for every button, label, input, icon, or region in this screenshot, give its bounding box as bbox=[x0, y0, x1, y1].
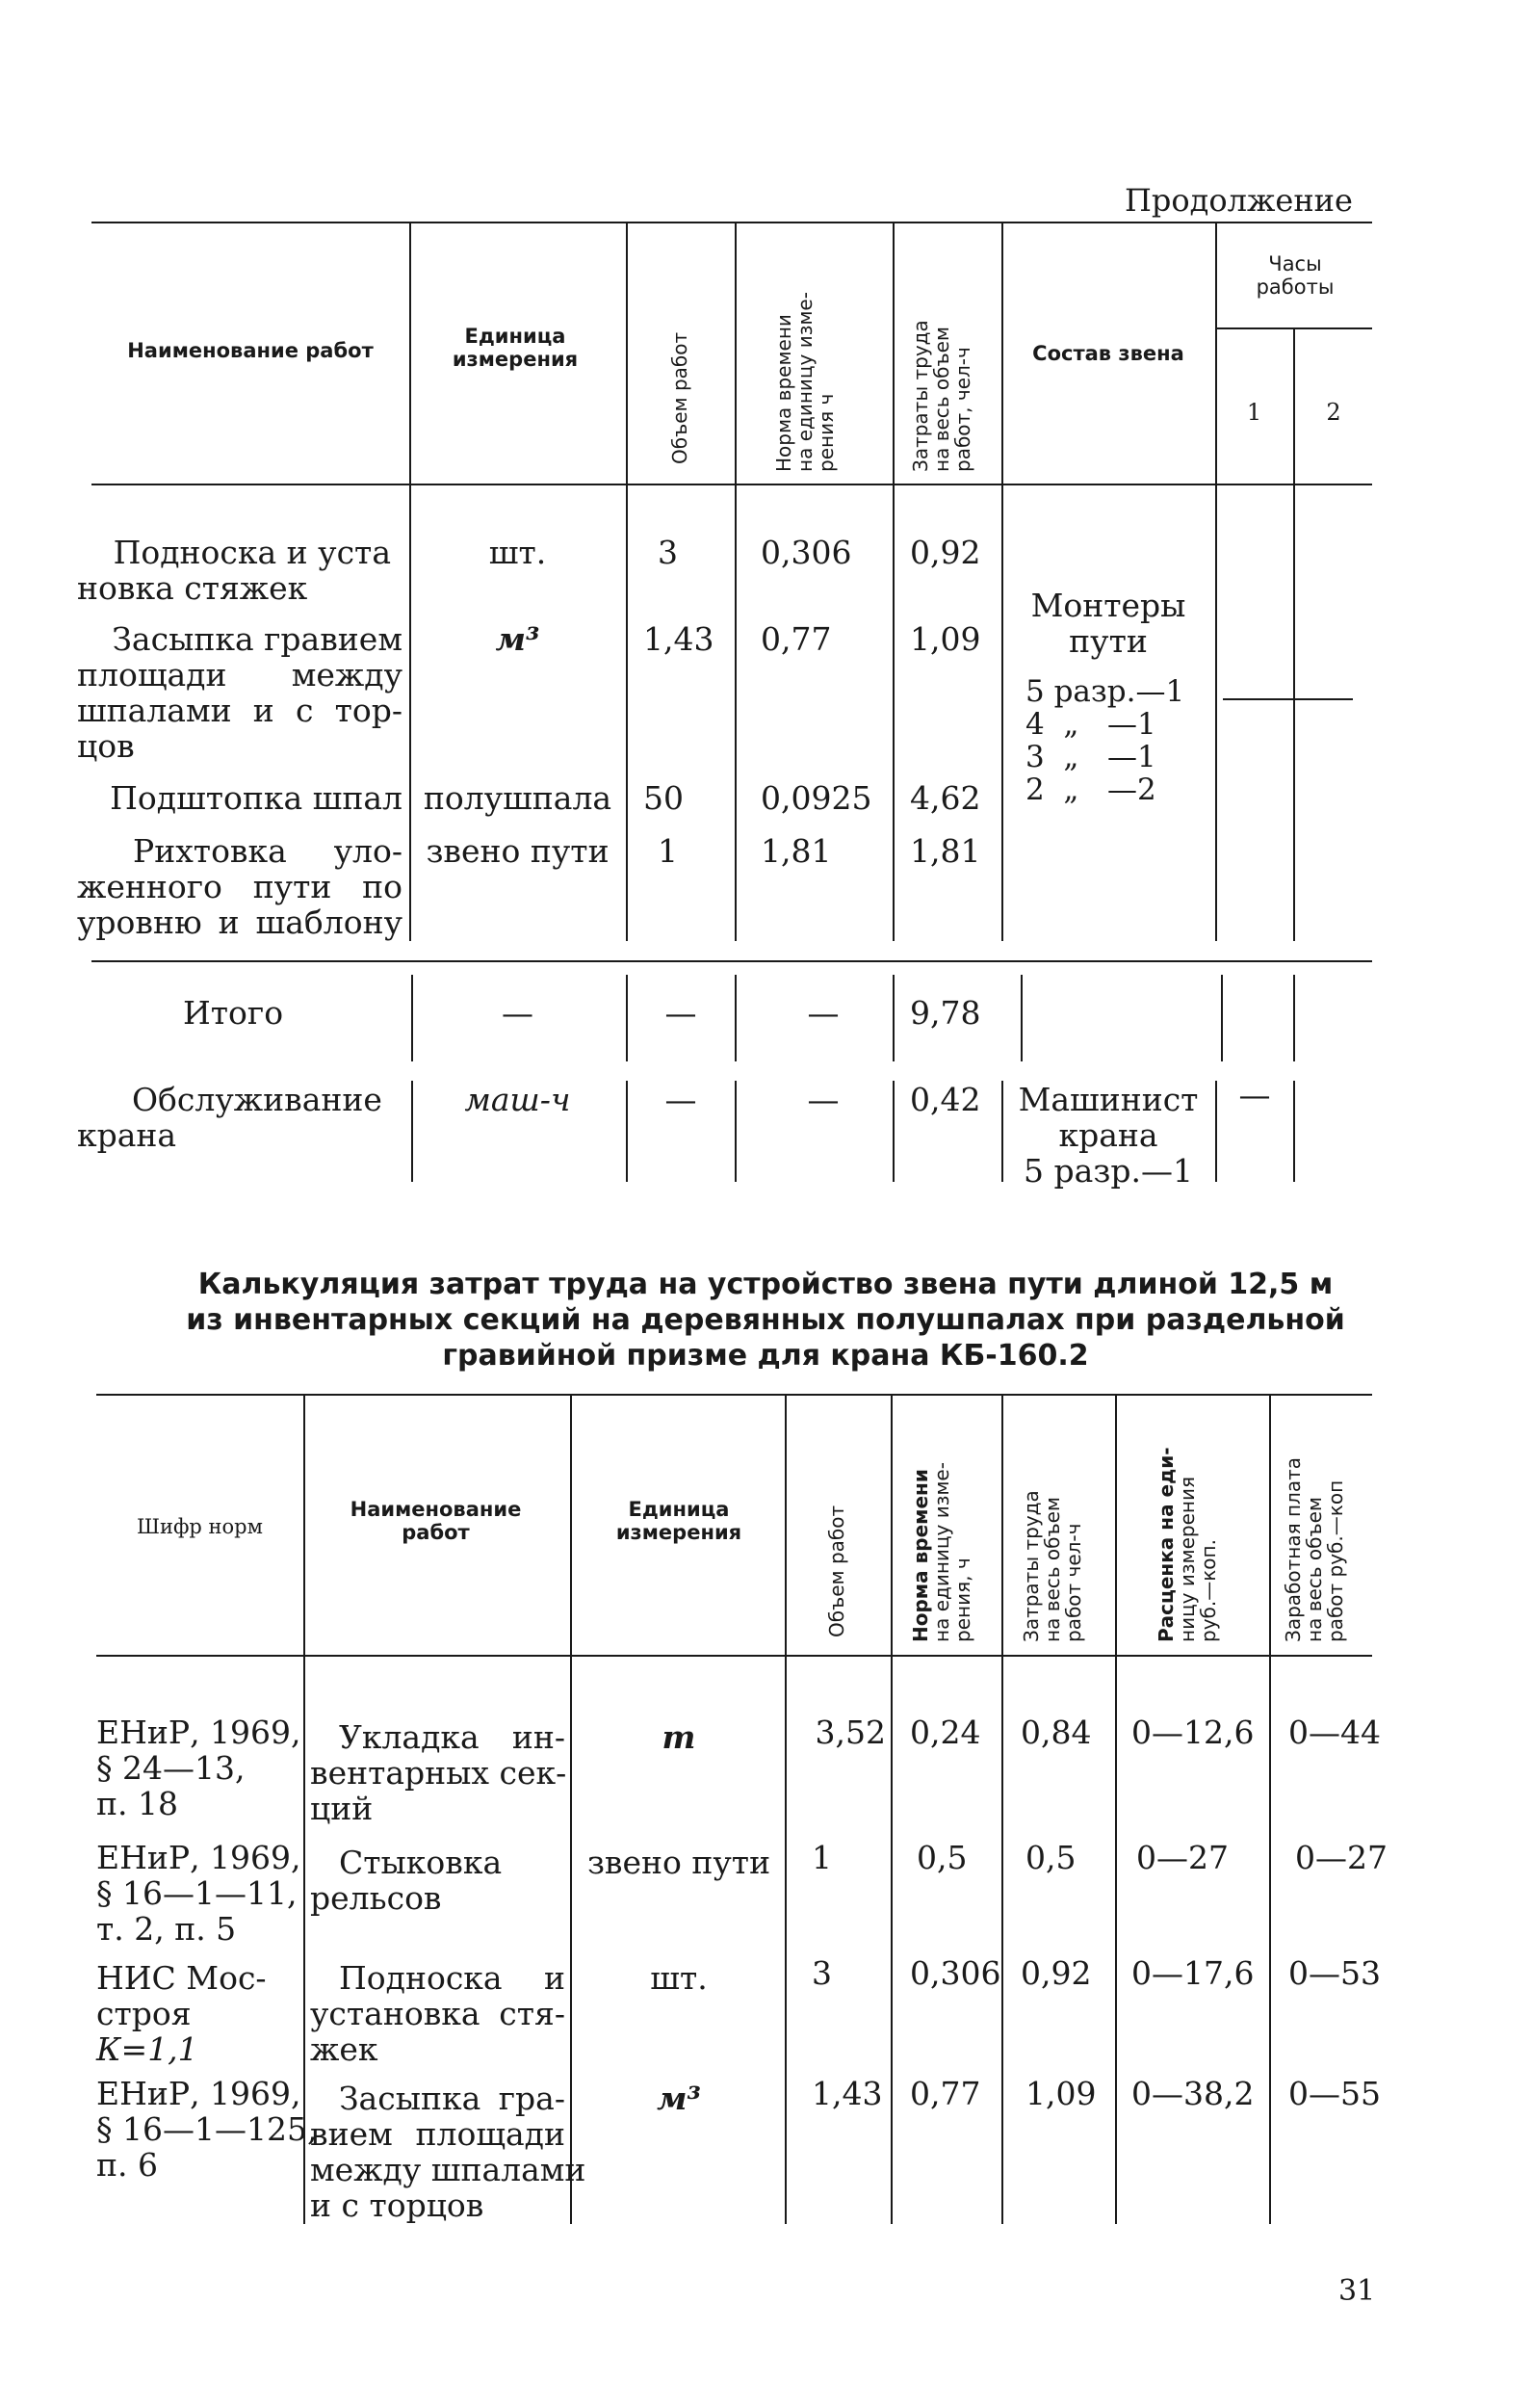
row-norm: 0,306 bbox=[910, 1954, 1001, 1992]
crane-name-line: Обслуживание bbox=[132, 1081, 382, 1118]
crane-hours-dash: — bbox=[1238, 1076, 1271, 1113]
t1-header-unit: Единица измерения bbox=[452, 325, 579, 371]
t2-header-wage-l2: на весь объем bbox=[1303, 1496, 1326, 1642]
t2-header-norm-l1: Норма времени bbox=[909, 1469, 932, 1642]
row-name-line: Подштопка шпал bbox=[110, 779, 402, 817]
t1-header-norm-l2: на единицу изме- bbox=[793, 292, 817, 472]
row-name-line: между шпалами bbox=[310, 2151, 586, 2188]
row-name-line: Укладка ин- bbox=[339, 1718, 565, 1756]
t2-header-norm-l2: на единицу изме- bbox=[930, 1462, 953, 1642]
row-name-line: Засыпка гра- bbox=[339, 2080, 565, 2117]
t1-col-line-1 bbox=[409, 223, 411, 941]
t1-col-line-5 bbox=[1001, 223, 1003, 941]
row-norm: 0,0925 bbox=[761, 779, 872, 817]
t2-header-labor-l3: работ чел-ч bbox=[1062, 1523, 1085, 1642]
row-name-line: цов bbox=[77, 727, 135, 765]
row-unit: звено пути bbox=[426, 832, 610, 870]
row-name-line: жек bbox=[310, 2030, 378, 2068]
t1-header-work-name: Наименование работ bbox=[127, 339, 374, 362]
row-name-line: вием площади bbox=[310, 2115, 565, 2153]
t1-crane-line-5 bbox=[1001, 1081, 1003, 1182]
row-wage: 0—44 bbox=[1288, 1714, 1381, 1751]
table2-top-rule bbox=[96, 1394, 1372, 1396]
t1-col-line-2 bbox=[626, 223, 628, 941]
row-name-line: Рихтовка уло- bbox=[133, 832, 402, 870]
crew-grade: 2 „ —2 bbox=[1025, 772, 1156, 807]
row-name-line: шпалами и с тор- bbox=[77, 692, 402, 729]
row-norm: 0,77 bbox=[910, 2075, 981, 2112]
t1-total-line-6 bbox=[1221, 975, 1223, 1061]
t1-header-hours-1: 1 bbox=[1246, 399, 1262, 426]
row-unit: т bbox=[662, 1718, 696, 1756]
t2-header-rate-l3: руб.—коп. bbox=[1197, 1539, 1220, 1642]
row-name-line: Подноска и уста bbox=[113, 534, 391, 571]
total-norm: — bbox=[807, 994, 840, 1032]
t2-header-code: Шифр норм bbox=[137, 1515, 263, 1538]
t2-header-work-name: Наименование работ bbox=[350, 1498, 522, 1544]
row-name-line: площади между bbox=[77, 656, 402, 694]
row-wage: 0—55 bbox=[1288, 2075, 1381, 2112]
row-labor: 0,92 bbox=[1021, 1954, 1092, 1992]
crane-unit: маш-ч bbox=[464, 1081, 571, 1118]
t1-total-line-1 bbox=[411, 975, 413, 1061]
row-labor: 0,84 bbox=[1021, 1714, 1092, 1751]
t1-total-line-4 bbox=[893, 975, 895, 1061]
crane-crew-line: Машинист bbox=[1018, 1081, 1199, 1118]
row-unit: шт. bbox=[650, 1959, 708, 1997]
t1-header-crew: Состав звена bbox=[1032, 342, 1184, 365]
t2-col-line-3 bbox=[785, 1396, 787, 2224]
row-wage: 0—27 bbox=[1295, 1839, 1388, 1876]
crane-crew-line: крана bbox=[1058, 1116, 1158, 1154]
t2-col-line-1 bbox=[303, 1396, 305, 2224]
t1-header-hours-2: 2 bbox=[1326, 399, 1341, 426]
row-volume: 1,43 bbox=[812, 2075, 883, 2112]
row-code-line: т. 2, п. 5 bbox=[96, 1910, 237, 1948]
row-name-line: Стыковка bbox=[339, 1844, 503, 1881]
row-labor: 0,92 bbox=[910, 534, 981, 571]
row-norm: 0,5 bbox=[917, 1839, 968, 1876]
total-volume: — bbox=[664, 994, 697, 1032]
t1-total-line-5 bbox=[1021, 975, 1023, 1061]
t1-header-labor-l3: работ, чел-ч bbox=[951, 347, 974, 472]
row-code-line: § 24—13, bbox=[96, 1749, 246, 1787]
t1-header-labor-l2: на весь объем bbox=[930, 326, 953, 472]
t1-header-norm-l3: рения ч bbox=[815, 393, 838, 472]
section-title-line: гравийной призме для крана КБ-160.2 bbox=[442, 1339, 1089, 1373]
row-unit: полушпала bbox=[423, 779, 612, 817]
row-name-line: ций bbox=[310, 1790, 374, 1827]
t2-col-line-4 bbox=[891, 1396, 893, 2224]
total-labor: 9,78 bbox=[910, 994, 981, 1032]
row-name-line: установка стя- bbox=[310, 1995, 565, 2032]
t1-col-line-4 bbox=[893, 223, 895, 941]
row-unit: звено пути bbox=[586, 1844, 771, 1881]
crane-name-line: крана bbox=[77, 1116, 177, 1154]
row-volume: 1,43 bbox=[643, 620, 714, 658]
total-label: Итого bbox=[183, 994, 284, 1032]
row-code-line: п. 6 bbox=[96, 2146, 158, 2184]
row-rate: 0—12,6 bbox=[1131, 1714, 1255, 1751]
t2-col-line-5 bbox=[1001, 1396, 1003, 2224]
t2-col-line-2 bbox=[570, 1396, 572, 2224]
row-name-line: Засыпка гравием bbox=[112, 620, 402, 658]
row-wage: 0—53 bbox=[1288, 1954, 1381, 1992]
row-code-line: ЕНиР, 1969, bbox=[96, 2075, 301, 2112]
t1-crane-line-4 bbox=[893, 1081, 895, 1182]
crane-crew-line: 5 разр.—1 bbox=[1024, 1152, 1193, 1190]
t2-header-volume: Объем работ bbox=[825, 1505, 848, 1637]
hours-bar-1 bbox=[1223, 698, 1353, 700]
crew-grade: 3 „ —1 bbox=[1025, 740, 1156, 774]
crew-grade: 5 разр.—1 bbox=[1025, 674, 1185, 709]
t2-header-labor-l1: Затраты труда bbox=[1020, 1490, 1043, 1642]
t2-col-line-6 bbox=[1115, 1396, 1117, 2224]
row-labor: 1,09 bbox=[910, 620, 981, 658]
total-unit: — bbox=[502, 994, 533, 1032]
t1-header-norm-l1: Норма времени bbox=[772, 314, 795, 472]
row-norm: 0,77 bbox=[761, 620, 832, 658]
t2-header-wage-l3: работ руб.—коп bbox=[1324, 1479, 1347, 1642]
row-rate: 0—17,6 bbox=[1131, 1954, 1255, 1992]
row-name-line: Подноска и bbox=[339, 1959, 565, 1997]
table2-header-rule bbox=[96, 1655, 1372, 1657]
crane-volume: — bbox=[664, 1081, 697, 1118]
t1-header-hours: Часы работы bbox=[1256, 252, 1335, 299]
row-unit: шт. bbox=[488, 534, 547, 571]
t2-header-wage-l1: Заработная плата bbox=[1282, 1457, 1305, 1642]
row-code-line: строя bbox=[96, 1995, 192, 2032]
row-volume: 1 bbox=[658, 832, 678, 870]
crew-grade: 4 „ —1 bbox=[1025, 707, 1156, 742]
row-name-line: уровню и шаблону bbox=[77, 903, 402, 941]
row-volume: 3 bbox=[812, 1954, 832, 1992]
row-volume: 3,52 bbox=[815, 1714, 886, 1751]
t1-crane-line-3 bbox=[735, 1081, 737, 1182]
row-code-line: ЕНиР, 1969, bbox=[96, 1714, 301, 1751]
t2-header-labor-l2: на весь объем bbox=[1041, 1496, 1064, 1642]
t1-col-line-3 bbox=[735, 223, 737, 941]
t1-crane-line-7 bbox=[1293, 1081, 1295, 1182]
row-norm: 1,81 bbox=[761, 832, 832, 870]
row-code-line: § 16—1—11, bbox=[96, 1874, 298, 1912]
page-number: 31 bbox=[1338, 2274, 1376, 2308]
t1-col-line-7 bbox=[1293, 329, 1295, 941]
t1-total-line-7 bbox=[1293, 975, 1295, 1061]
row-unit: м³ bbox=[657, 2080, 701, 2117]
row-norm: 0,24 bbox=[910, 1714, 981, 1751]
t2-col-line-7 bbox=[1269, 1396, 1271, 2224]
row-code-line: НИС Мос- bbox=[96, 1959, 267, 1997]
t2-header-unit: Единица измерения bbox=[615, 1498, 742, 1544]
section-title-line: из инвентарных секций на деревянных полушпалах при раздельной bbox=[186, 1303, 1345, 1337]
t2-header-norm-l3: рения, ч bbox=[951, 1557, 974, 1642]
row-labor: 1,81 bbox=[910, 832, 981, 870]
table1-top-rule bbox=[91, 222, 1372, 223]
row-labor: 0,5 bbox=[1025, 1839, 1077, 1876]
t2-header-rate-l2: ницу измерения bbox=[1176, 1476, 1199, 1642]
row-rate: 0—27 bbox=[1136, 1839, 1229, 1876]
t1-crane-line-1 bbox=[411, 1081, 413, 1182]
t2-header-rate-l1: Расценка на еди- bbox=[1155, 1447, 1178, 1642]
t1-total-line-3 bbox=[735, 975, 737, 1061]
row-code-line: ЕНиР, 1969, bbox=[96, 1839, 301, 1876]
row-name-line: женного пути по bbox=[77, 868, 402, 905]
row-norm: 0,306 bbox=[761, 534, 852, 571]
row-volume: 1 bbox=[812, 1839, 832, 1876]
crew-title: пути bbox=[1069, 622, 1148, 660]
crew-title: Монтеры bbox=[1030, 587, 1186, 624]
row-name-line: рельсов bbox=[310, 1879, 442, 1917]
table1-header-rule bbox=[91, 484, 1372, 485]
row-code-line: п. 18 bbox=[96, 1785, 178, 1822]
row-rate: 0—38,2 bbox=[1131, 2075, 1255, 2112]
row-name-line: вентарных сек- bbox=[310, 1754, 567, 1792]
crane-norm: — bbox=[807, 1081, 840, 1118]
table1-total-rule bbox=[91, 960, 1372, 962]
continuation-label: Продолжение bbox=[1125, 182, 1353, 219]
section-title-line: Калькуляция затрат труда на устройство звена пути длиной 12,5 м bbox=[197, 1268, 1334, 1301]
row-name-line: и с торцов bbox=[310, 2186, 484, 2224]
row-volume: 50 bbox=[643, 779, 684, 817]
row-code-line: К=1,1 bbox=[96, 2030, 198, 2068]
crane-labor: 0,42 bbox=[910, 1081, 981, 1118]
row-code-line: § 16—1—125, bbox=[96, 2110, 318, 2148]
t1-header-volume: Объем работ bbox=[668, 331, 691, 464]
row-unit: м³ bbox=[495, 620, 540, 658]
t1-col-line-6 bbox=[1215, 223, 1217, 941]
row-volume: 3 bbox=[658, 534, 678, 571]
t1-header-labor-l1: Затраты труда bbox=[909, 320, 932, 472]
row-name-line: новка стяжек bbox=[77, 569, 308, 607]
row-labor: 1,09 bbox=[1025, 2075, 1097, 2112]
row-labor: 4,62 bbox=[910, 779, 981, 817]
t1-crane-line-6 bbox=[1215, 1081, 1217, 1182]
